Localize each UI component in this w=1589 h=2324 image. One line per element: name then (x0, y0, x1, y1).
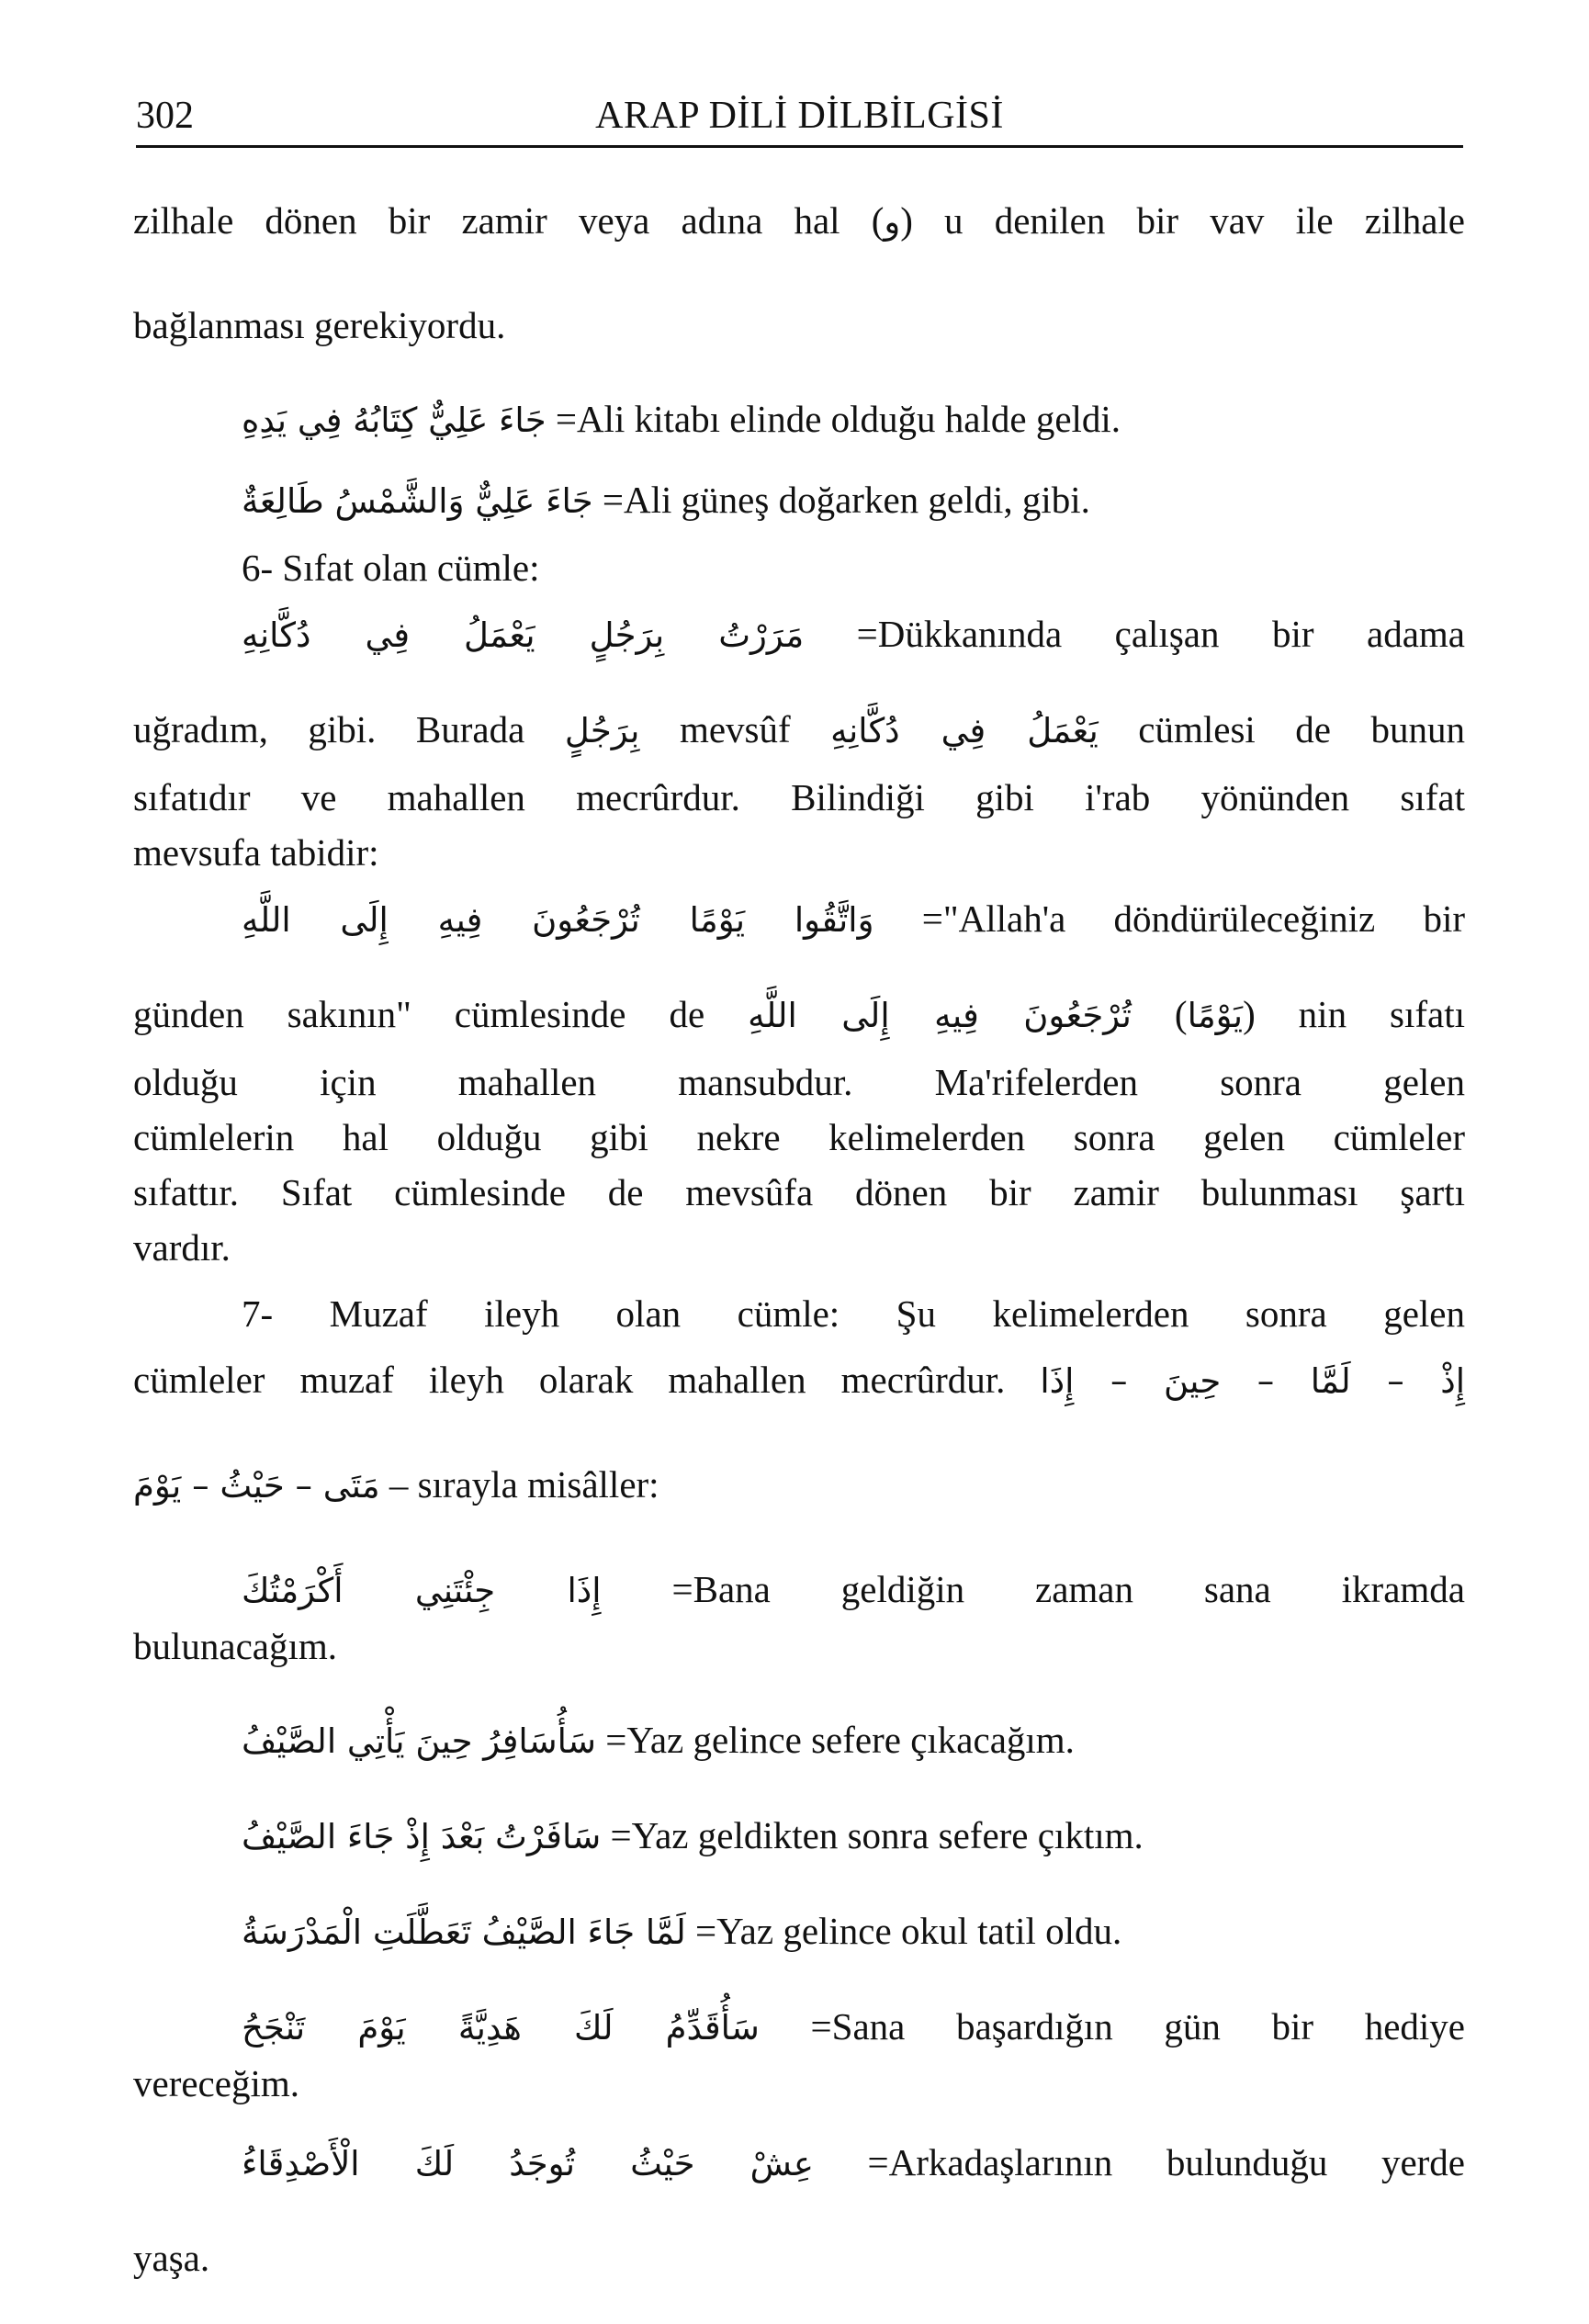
page-header (136, 88, 1463, 148)
arabic-text: جَاءَ عَلِيٌّ كِتَابُهُ فِي يَدِهِ (242, 400, 547, 440)
example-line: مَرَرْتُ بِرَجُلٍ يَعْمَلُ فِي دُكَّانِهِ =Dükkanında çalışan bir adama (242, 613, 1465, 655)
arabic-text: إِذَا جِئْتَنِي أَكْرَمْتُكَ (242, 1571, 602, 1610)
example-line: عِشْ حَيْثُ تُوجَدُ لَكَ الْأَصْدِقَاءُ =Arkadaşlarının bulunduğu yerde (242, 2141, 1466, 2183)
body-text (133, 193, 1465, 2285)
text-line: vereceğim. (133, 2062, 299, 2104)
text-line: cümleler muzaf ileyh olarak mahallen mecrûrdur. إِذْ – لَمَّا – حِينَ – إِذَا (133, 1359, 1466, 1401)
text-line: sıfattır. Sıfat cümlesinde de mevsûfa dönen bir zamir bulunması şartı (133, 1171, 1465, 1213)
arabic-text: يَوْمًا (1187, 996, 1244, 1035)
example-line: وَاتَّقُوا يَوْمًا تُرْجَعُونَ فِيهِ إِلَى اللَّهِ ="Allah'a döndürüleceğiniz bir (242, 897, 1466, 940)
text-line: sıfatıdır ve mahallen mecrûrdur. Bilindiği gibi i'rab yönünden sıfat (133, 776, 1465, 818)
example-line: سَأُقَدِّمُ لَكَ هَدِيَّةً يَوْمَ تَنْجَحُ =Sana başardığın gün bir hediye (242, 2005, 1465, 2048)
running-title: ARAP DİLİ DİLBİLGİSİ (595, 95, 1004, 137)
arabic-text: يَعْمَلُ فِي دُكَّانِهِ (830, 711, 1099, 750)
section-heading: 7- Muzaf ileyh olan cümle: Şu kelimelerden sonra gelen (242, 1292, 1465, 1335)
page-number: 302 (136, 95, 194, 137)
example-line: إِذَا جِئْتَنِي أَكْرَمْتُكَ =Bana geldiğin zaman sana ikramda (242, 1568, 1465, 1610)
arabic-text: سَافَرْتُ بَعْدَ إِذْ جَاءَ الصَّيْفُ (242, 1817, 602, 1856)
arabic-text: و (884, 202, 901, 242)
text-line: bulunacağım. (133, 1625, 338, 1667)
arabic-text: سَأُقَدِّمُ لَكَ هَدِيَّةً يَوْمَ تَنْجَحُ (242, 2008, 760, 2048)
text-line: uğradım, gibi. Burada بِرَجُلٍ mevsûf يَعْمَلُ فِي دُكَّانِهِ cümlesi de bunun (133, 708, 1466, 750)
arabic-text: جَاءَ عَلِيٌّ وَالشَّمْسُ طَالِعَةٌ (242, 481, 593, 521)
arabic-text: مَتَى – حَيْثُ – يَوْمَ (133, 1466, 380, 1506)
section-heading: 6- Sıfat olan cümle: (242, 547, 540, 589)
arabic-text: وَاتَّقُوا يَوْمًا تُرْجَعُونَ فِيهِ إِلَى اللَّهِ (242, 900, 874, 940)
text-line: cümlelerin hal olduğu gibi nekre kelimelerden sonra gelen cümleler (133, 1116, 1465, 1158)
arabic-text: بِرَجُلٍ (564, 711, 640, 750)
text-line: günden sakının" cümlesinde de تُرْجَعُونَ فِيهِ إِلَى اللَّهِ (يَوْمًا) nin sıfatı (133, 993, 1466, 1035)
example-line: سَأُسَافِرُ حِينَ يَأْتِي الصَّيْفُ =Yaz gelince sefere çıkacağım. (242, 1719, 1075, 1761)
example-line: جَاءَ عَلِيٌّ وَالشَّمْسُ طَالِعَةٌ =Ali güneş doğarken geldi, gibi. (242, 479, 1090, 521)
text-line: zilhale dönen bir zamir veya adına hal (و) u denilen bir vav ile zilhale (133, 199, 1465, 242)
text-line: vardır. (133, 1226, 231, 1269)
text-line: مَتَى – حَيْثُ – يَوْمَ – sırayla misâller: (133, 1463, 659, 1506)
example-line: جَاءَ عَلِيٌّ كِتَابُهُ فِي يَدِهِ =Ali kitabı elinde olduğu halde geldi. (242, 398, 1121, 440)
arabic-text: لَمَّا جَاءَ الصَّيْفُ تَعَطَّلَتِ الْمَدْرَسَةُ (242, 1912, 686, 1952)
text-line: olduğu için mahallen mansubdur. Ma'rifelerden sonra gelen (133, 1061, 1465, 1103)
arabic-text: سَأُسَافِرُ حِينَ يَأْتِي الصَّيْفُ (242, 1721, 596, 1761)
arabic-text: تُرْجَعُونَ فِيهِ إِلَى اللَّهِ (748, 996, 1132, 1035)
text-line: mevsufa tabidir: (133, 831, 379, 874)
text-line: bağlanması gerekiyordu. (133, 304, 506, 346)
arabic-text: إِذْ – لَمَّا – حِينَ – إِذَا (1040, 1361, 1466, 1401)
example-line: سَافَرْتُ بَعْدَ إِذْ جَاءَ الصَّيْفُ =Yaz geldikten sonra sefere çıktım. (242, 1814, 1144, 1856)
text-line: yaşa. (133, 2237, 210, 2279)
arabic-text: مَرَرْتُ بِرَجُلٍ يَعْمَلُ فِي دُكَّانِهِ (242, 615, 805, 655)
arabic-text: عِشْ حَيْثُ تُوجَدُ لَكَ الْأَصْدِقَاءُ (242, 2144, 814, 2183)
example-line: لَمَّا جَاءَ الصَّيْفُ تَعَطَّلَتِ الْمَدْرَسَةُ =Yaz gelince okul tatil oldu. (242, 1910, 1122, 1952)
